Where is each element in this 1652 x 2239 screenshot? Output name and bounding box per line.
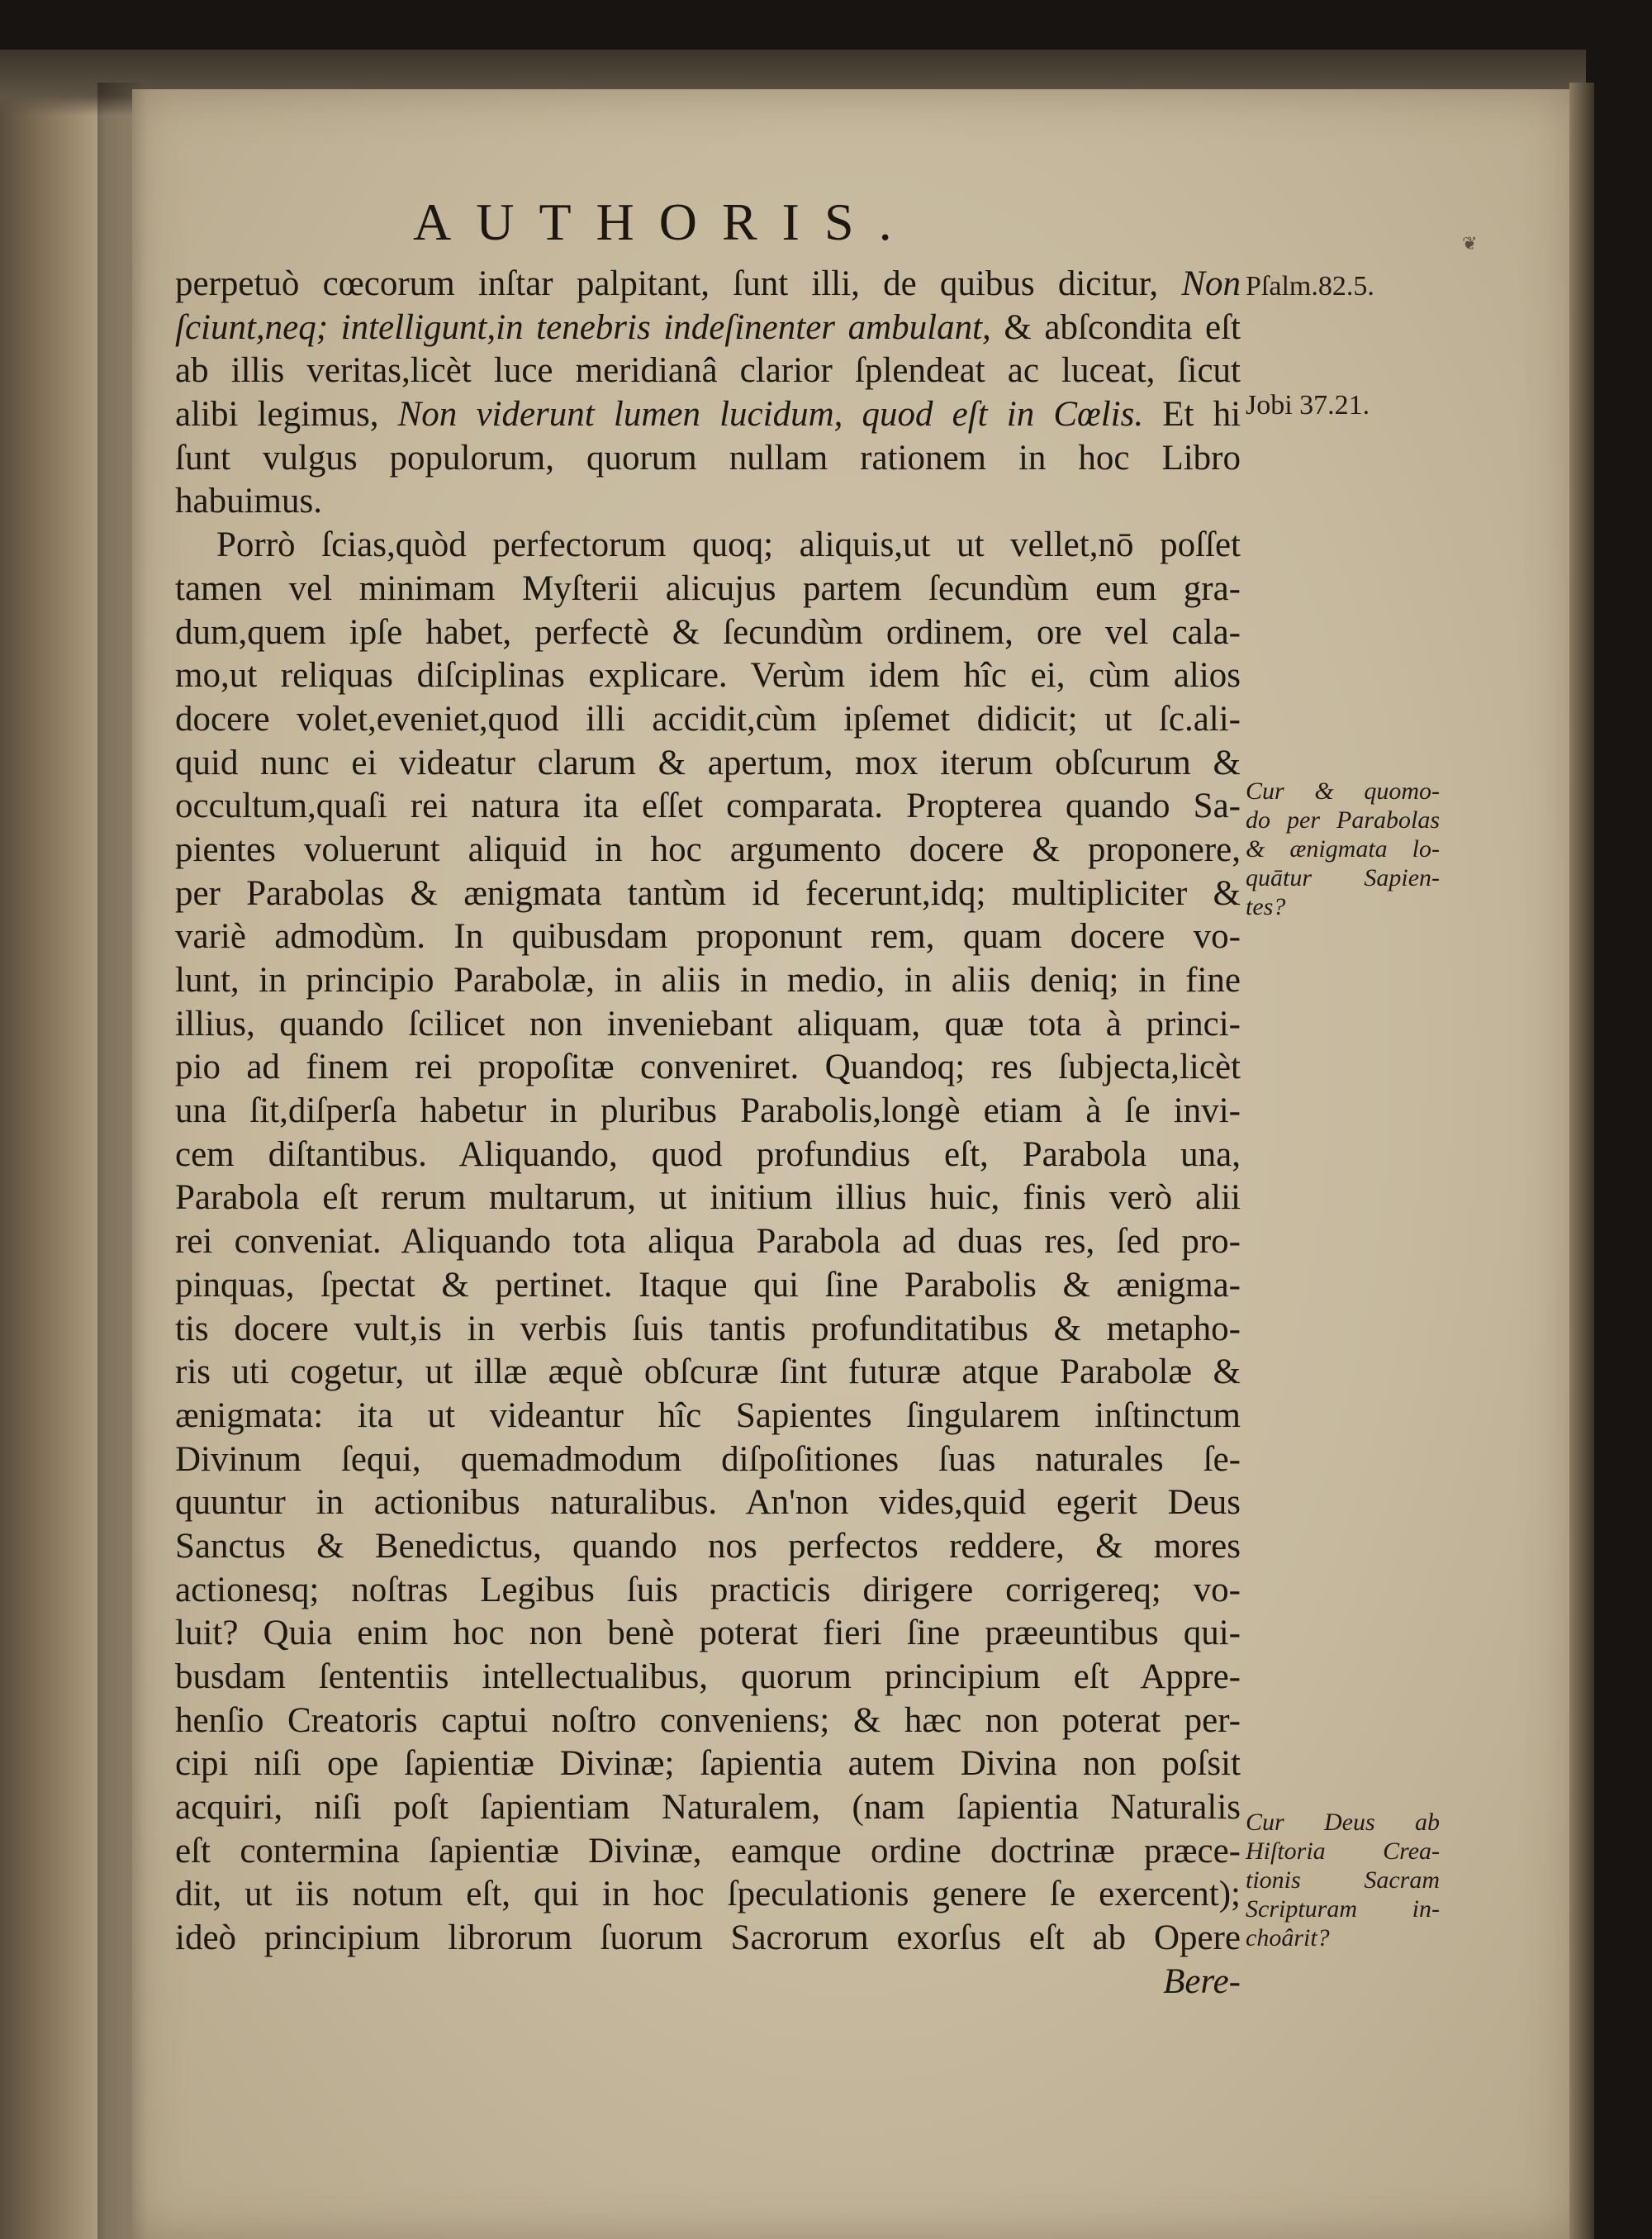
line-text: Sanctus & Benedictus, quando nos perfectos reddere, & mores: [175, 1526, 1241, 1566]
line-text: perpetuò cœcorum inſtar palpitant, ſunt illi, de quibus dicitur,: [175, 264, 1159, 303]
margin-ref-psalm: Pſalm.82.5.: [1246, 271, 1374, 302]
text-line: [175, 1917, 1241, 1961]
line-text: quid nunc ei videatur clarum & apertum, mox iterum obſcurum &: [175, 743, 1241, 782]
body-text-block: [175, 263, 1241, 2004]
line-text: per Parabolas & ænigmata tantùm id fecerunt,idq; multipliciter &: [175, 873, 1241, 913]
line-text: cem diſtantibus. Aliquando, quod profundius eſt, Parabola una,: [175, 1134, 1241, 1174]
line-text: pinquas, ſpectat & pertinet. Itaque qui ſine Parabolis & ænigma-: [175, 1265, 1241, 1305]
text-line: [175, 1395, 1241, 1438]
line-text: mo,ut reliquas diſciplinas explicare. Verùm idem hîc ei, cùm alios: [175, 656, 1241, 696]
line-text: ideò principium librorum ſuorum Sacrorum exorſus eſt ab Opere: [175, 1918, 1241, 1958]
text-line: [175, 785, 1241, 829]
text-line: [175, 1046, 1241, 1090]
line-text: rei conveniat. Aliquando tota aliqua Parabola ad duas res, ſed pro-: [175, 1222, 1241, 1262]
text-line: [175, 742, 1241, 786]
line-text: lunt, in principio Parabolæ, in aliis in medio, in aliis deniq; in fine: [175, 961, 1241, 1000]
line-text: cipi niſi ope ſapientiæ Divinæ; ſapientia autem Divina non poſsit: [175, 1744, 1241, 1784]
line-text: & abſcondita eſt: [1004, 307, 1241, 347]
italic-quote: ſciunt,neq; intelligunt,in tenebris indeſinenter ambulant,: [175, 307, 991, 347]
margin-note-line: choârit?: [1246, 1924, 1330, 1951]
line-text: docere volet,eveniet,quod illi accidit,cùm ipſemet didicit; ut ſc.ali-: [175, 699, 1241, 739]
line-text: occultum,quaſi rei natura ita eſſet comparata. Propterea quando Sa-: [175, 787, 1241, 826]
line-text: illius, quando ſcilicet non inveniebant aliquam, quæ tota à princi-: [175, 1004, 1241, 1043]
text-line: [175, 698, 1241, 742]
margin-note-line: Cur & quomo-: [1246, 777, 1440, 805]
right-page-edge: [1569, 83, 1594, 2239]
margin-note-line: tionis Sacram: [1246, 1866, 1440, 1894]
text-line: [175, 1786, 1241, 1830]
line-text: ænigmata: ita ut videantur hîc Sapientes ſingularem inſtinctum: [175, 1395, 1241, 1435]
line-text: acquiri, niſi poſt ſapientiam Naturalem, (nam ſapientia Naturalis: [175, 1788, 1241, 1828]
text-line: [175, 1220, 1241, 1264]
printer-mark-icon: ❦: [1462, 233, 1478, 254]
text-line: [175, 1481, 1241, 1525]
line-text: alibi legimus,: [175, 395, 379, 435]
line-text: actionesq; noſtras Legibus ſuis practicis dirigere corrigereq; vo-: [175, 1570, 1241, 1609]
text-line: [175, 611, 1241, 655]
text-line: [175, 349, 1241, 393]
text-line: [175, 1177, 1241, 1220]
margin-note-line: quātur Sapien-: [1246, 864, 1440, 891]
line-text: habuimus.: [175, 482, 322, 521]
line-text: ab illis veritas,licèt luce meridianâ clarior ſplendeat ac luceat, ſicut: [175, 351, 1241, 391]
line-text: eſt contermina ſapientiæ Divinæ, eamque ordine doctrinæ præce-: [175, 1831, 1241, 1871]
text-line: [175, 1742, 1241, 1786]
gutter-shadow: [97, 83, 147, 2239]
catchword: [175, 1961, 1241, 2004]
text-line: [175, 1264, 1241, 1308]
margin-note-creation: [1246, 1808, 1440, 1952]
line-text: Et hi: [1162, 395, 1241, 435]
line-text: variè admodùm. In quibusdam proponunt rem, quam docere vo-: [175, 917, 1241, 957]
line-text: una ſit,diſperſa habetur in pluribus Parabolis,longè etiam à ſe invi-: [175, 1091, 1241, 1131]
line-text: pio ad finem rei propoſitæ conveniret. Quandoq; res ſubjecta,licèt: [175, 1048, 1241, 1087]
line-text: Divinum ſequi, quemadmodum diſpoſitiones ſuas naturales ſe-: [175, 1439, 1241, 1479]
text-line: [175, 1438, 1241, 1482]
text-line: [175, 1656, 1241, 1699]
line-text: ris uti cogetur, ut illæ æquè obſcuræ ſint futuræ atque Parabolæ &: [175, 1352, 1241, 1392]
line-text: Parabola eſt rerum multarum, ut initium illius huic, finis verò alii: [175, 1178, 1241, 1218]
text-line: [175, 524, 1241, 568]
text-line: [175, 1699, 1241, 1743]
line-text: luit? Quia enim hoc non benè poterat fieri ſine præeuntibus qui-: [175, 1614, 1241, 1653]
line-text: tis docere vult,is in verbis ſuis tantis profunditatibus & metapho-: [175, 1309, 1241, 1348]
text-line: [175, 829, 1241, 872]
text-line: [175, 1873, 1241, 1917]
line-text: busdam ſententiis intellectualibus, quorum principium eſt Appre-: [175, 1657, 1241, 1696]
margin-note-line: do per Parabolas: [1246, 806, 1440, 834]
text-line: [175, 1308, 1241, 1352]
text-line: [175, 393, 1241, 437]
running-header: AUTHORIS.: [413, 193, 917, 251]
text-line: [175, 1612, 1241, 1656]
text-line: [175, 307, 1241, 350]
text-line: [175, 654, 1241, 698]
text-line: [175, 437, 1241, 481]
line-text: dit, ut iis notum eſt, qui in hoc ſpeculationis genere ſe exercent);: [175, 1875, 1241, 1914]
text-line: [175, 959, 1241, 1003]
margin-note-line: Cur Deus ab: [1246, 1809, 1440, 1836]
line-text: pientes voluerunt aliquid in hoc argumento docere & proponere,: [175, 830, 1241, 869]
margin-note-line: tes?: [1246, 893, 1286, 920]
margin-note-line: & ænigmata lo-: [1246, 835, 1440, 863]
text-line: [175, 1830, 1241, 1874]
text-line: [175, 1003, 1241, 1047]
text-line: [175, 915, 1241, 959]
line-text: henſio Creatoris captui noſtro conveniens; & hæc non poterat per-: [175, 1700, 1241, 1740]
line-text: Porrò ſcias,quòd perfectorum quoq; aliquis,ut ut vellet,nō poſſet: [216, 525, 1241, 565]
text-line: [175, 1351, 1241, 1395]
italic-quote: Non: [1181, 264, 1241, 303]
text-line: [175, 1134, 1241, 1177]
margin-note-parables: [1246, 777, 1440, 921]
text-line: [175, 263, 1241, 307]
text-line: [175, 1569, 1241, 1613]
italic-quote: Non viderunt lumen lucidum, quod eſt in Cœlis.: [397, 395, 1144, 435]
text-line: [175, 480, 1241, 524]
catchword-text: Bere-: [1163, 1961, 1241, 2001]
margin-note-line: Scripturam in-: [1246, 1895, 1440, 1923]
text-line: [175, 872, 1241, 916]
text-line: [175, 1090, 1241, 1134]
margin-ref-job: Jobi 37.21.: [1246, 390, 1370, 421]
line-text: dum,quem ipſe habet, perfectè & ſecundùm ordinem, ore vel cala-: [175, 612, 1241, 652]
text-line: [175, 568, 1241, 611]
margin-note-line: Hiſtoria Crea-: [1246, 1837, 1440, 1865]
text-line: [175, 1525, 1241, 1569]
line-text: ſunt vulgus populorum, quorum nullam rationem in hoc Libro: [175, 438, 1241, 478]
line-text: tamen vel minimam Myſterii alicujus partem ſecundùm eum gra-: [175, 568, 1241, 608]
line-text: quuntur in actionibus naturalibus. An'non vides,quid egerit Deus: [175, 1483, 1241, 1523]
